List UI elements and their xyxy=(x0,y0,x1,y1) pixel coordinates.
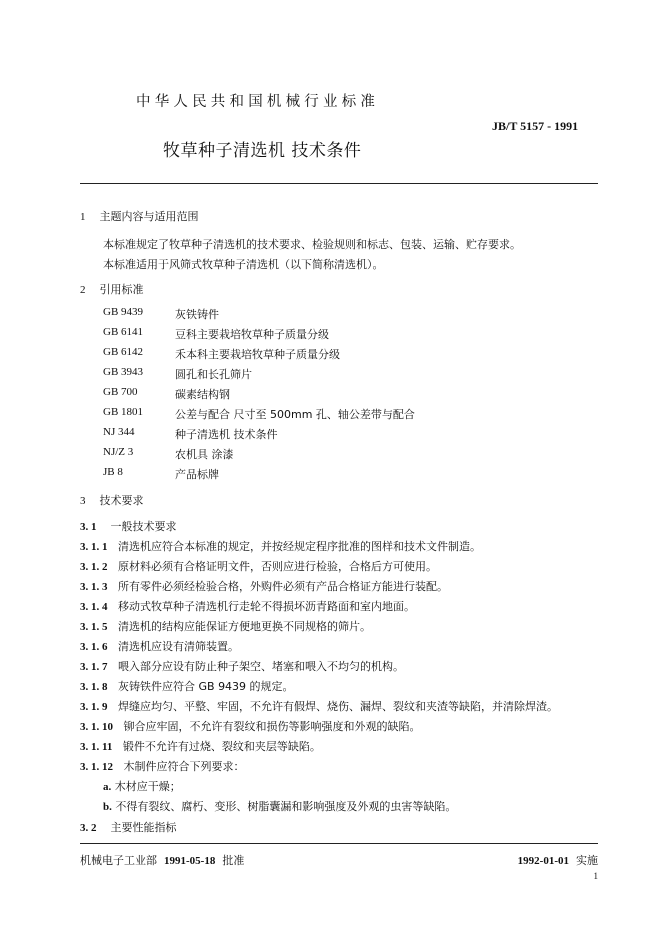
section-title: 主要性能指标 xyxy=(110,821,177,834)
sub-item-b xyxy=(103,798,456,814)
clause-number: 3. 1. 5 xyxy=(80,621,108,633)
reference-code: GB 6141 xyxy=(103,326,144,338)
issue-label: 批准 xyxy=(222,854,245,867)
clause-item xyxy=(80,638,239,654)
section-number: 2 xyxy=(80,284,86,296)
section-number: 3 xyxy=(80,495,86,507)
reference-name: 碳素结构钢 xyxy=(175,388,230,401)
section-title: 主题内容与适用范围 xyxy=(99,210,199,223)
reference-name: 豆科主要栽培牧草种子质量分级 xyxy=(175,328,329,341)
section-2-heading xyxy=(80,281,144,297)
clause-item xyxy=(80,538,481,554)
subsection-3-1-heading xyxy=(80,518,177,534)
clause-text: 移动式牧草种子清选机行走轮不得损坏沥青路面和室内地面。 xyxy=(118,600,415,613)
standard-number: JB/T 5157 - 1991 xyxy=(492,119,579,133)
header-divider xyxy=(80,183,598,184)
reference-name: 禾本科主要栽培牧草种子质量分级 xyxy=(175,348,340,361)
reference-name: 公差与配合 尺寸至 500mm 孔、轴公差带与配合 xyxy=(175,408,415,421)
footer-divider xyxy=(80,843,598,844)
clause-number: 3. 1. 3 xyxy=(80,581,108,593)
reference-code: GB 700 xyxy=(103,386,138,398)
effective-info xyxy=(518,852,598,868)
paragraph: 本标准适用于风筛式牧草种子清选机（以下简称清选机）。 xyxy=(103,258,384,271)
section-number: 1 xyxy=(80,211,86,223)
section-1-heading xyxy=(80,208,199,224)
reference-code: GB 1801 xyxy=(103,406,144,418)
section-3-heading xyxy=(80,492,144,508)
clause-item xyxy=(80,718,421,734)
clause-number: 3. 1. 1 xyxy=(80,541,108,553)
clause-text: 焊缝应均匀、平整、牢固，不允许有假焊、烧伤、漏焊、裂纹和夹渣等缺陷，并清除焊渣。 xyxy=(118,700,558,713)
effective-date: 1992-01-01 xyxy=(517,855,569,867)
section-number: 3. 2 xyxy=(80,822,97,834)
clause-text: 灰铸铁件应符合 GB 9439 的规定。 xyxy=(118,680,294,693)
clause-number: 3. 1. 8 xyxy=(80,681,108,693)
clause-number: 3. 1. 6 xyxy=(80,641,108,653)
clause-number: 3. 1. 7 xyxy=(80,661,108,673)
clause-text: 清选机应符合本标准的规定，并按经规定程序批准的图样和技术文件制造。 xyxy=(118,540,481,553)
sub-item-text: 木材应干燥； xyxy=(114,780,181,793)
clause-text: 喂入部分应设有防止种子架空、堵塞和喂入不均匀的机构。 xyxy=(118,660,404,673)
sub-item-label: a. xyxy=(103,781,112,793)
document-title: 牧草种子清选机 技术条件 xyxy=(163,141,362,161)
reference-name: 农机具 涂漆 xyxy=(175,448,234,461)
clause-number: 3. 1. 2 xyxy=(80,561,108,573)
section-title: 引用标准 xyxy=(99,283,144,296)
section-title: 一般技术要求 xyxy=(110,520,177,533)
clause-text: 原材料必须有合格证明文件，否则应进行检验，合格后方可使用。 xyxy=(118,560,437,573)
clause-item xyxy=(80,678,294,694)
clause-number: 3. 1. 11 xyxy=(80,741,113,753)
sub-item-a xyxy=(103,778,181,794)
reference-code: NJ/Z 3 xyxy=(103,446,134,458)
clause-number: 3. 1. 10 xyxy=(80,721,113,733)
reference-code: GB 6142 xyxy=(103,346,144,358)
clause-item xyxy=(80,658,404,674)
paragraph: 本标准规定了牧草种子清选机的技术要求、检验规则和标志、包装、运输、贮存要求。 xyxy=(103,238,521,251)
sub-item-text: 不得有裂纹、腐朽、变形、树脂囊漏和影响强度及外观的虫害等缺陷。 xyxy=(115,800,457,813)
page-number: 1 xyxy=(593,871,598,881)
clause-item xyxy=(80,558,437,574)
section-title: 技术要求 xyxy=(99,494,144,507)
clause-text: 铆合应牢固，不允许有裂纹和损伤等影响强度和外观的缺陷。 xyxy=(123,720,421,733)
clause-item xyxy=(80,698,558,714)
clause-text: 清选机应设有清筛装置。 xyxy=(118,640,239,653)
clause-number: 3. 1. 4 xyxy=(80,601,108,613)
clause-text: 清选机的结构应能保证方便地更换不同规格的筛片。 xyxy=(118,620,371,633)
section-number: 3. 1 xyxy=(80,521,97,533)
reference-code: NJ 344 xyxy=(103,426,135,438)
reference-name: 种子清选机 技术条件 xyxy=(175,428,278,441)
issuer: 机械电子工业部 xyxy=(80,854,157,867)
clause-item xyxy=(80,598,415,614)
reference-name: 灰铁铸件 xyxy=(175,308,219,321)
clause-text: 所有零件必须经检验合格，外购件必须有产品合格证方能进行装配。 xyxy=(118,580,448,593)
reference-code: GB 9439 xyxy=(103,306,144,318)
clause-number: 3. 1. 9 xyxy=(80,701,108,713)
reference-name: 产品标牌 xyxy=(175,468,219,481)
reference-code: GB 3943 xyxy=(103,366,144,378)
clause-item xyxy=(80,618,371,634)
clause-item xyxy=(80,738,321,754)
issue-date: 1991-05-18 xyxy=(164,855,216,867)
reference-code: JB 8 xyxy=(103,466,123,478)
sub-item-label: b. xyxy=(103,801,112,813)
reference-name: 圆孔和长孔筛片 xyxy=(175,368,252,381)
issue-info xyxy=(80,852,244,868)
effective-label: 实施 xyxy=(576,854,598,867)
subsection-3-2-heading xyxy=(80,819,177,835)
clause-item xyxy=(80,758,245,774)
clause-number: 3. 1. 12 xyxy=(80,761,113,773)
clause-text: 木制件应符合下列要求： xyxy=(123,760,245,773)
clause-item xyxy=(80,578,448,594)
clause-text: 锻件不允许有过烧、裂纹和夹层等缺陷。 xyxy=(122,740,321,753)
organization-heading: 中华人民共和国机械行业标准 xyxy=(136,94,380,110)
